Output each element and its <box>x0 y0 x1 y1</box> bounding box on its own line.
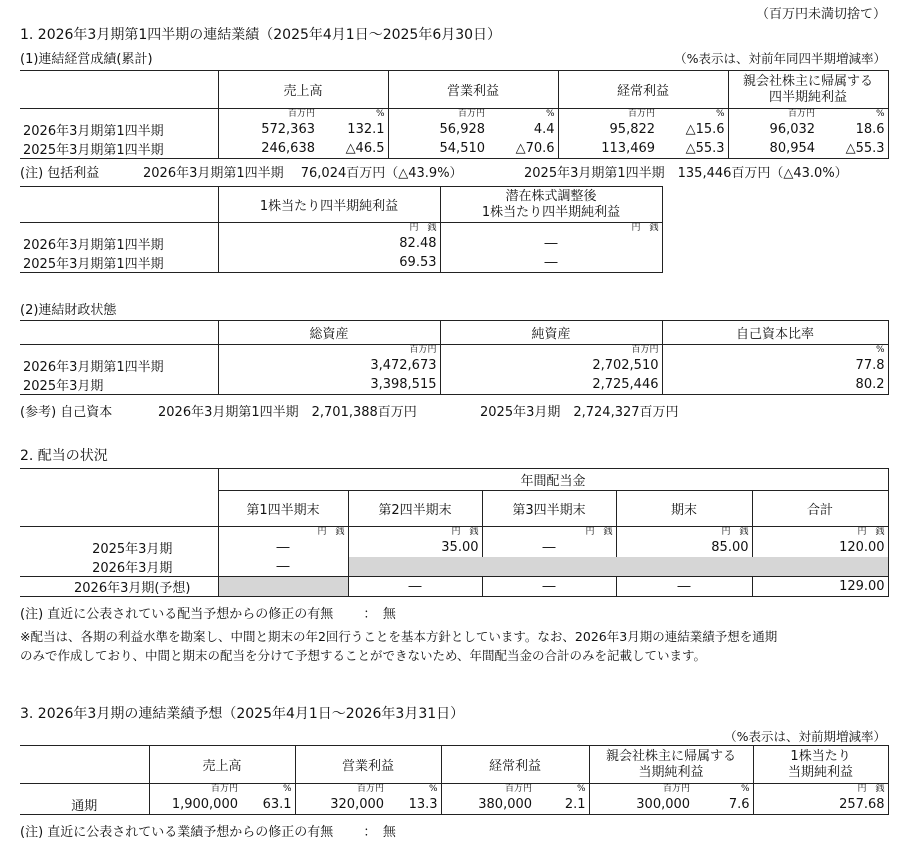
results-header-sales: 売上高 <box>218 71 388 109</box>
comprehensive-current: 2026年3月期第1四半期 76,024百万円（△43.9%） <box>143 166 463 181</box>
unit-note: （百万円未満切捨て） <box>755 7 886 22</box>
results-header-ord: 経常利益 <box>558 71 728 109</box>
table-row: 2025年3月期第1四半期 69.53 ― <box>20 253 662 273</box>
eps-header-basic: 1株当たり四半期純利益 <box>218 187 440 223</box>
section3-title: 3. 2026年3月期の連結業績予想（2025年4月1日～2026年3月31日） <box>20 706 465 722</box>
dividend-group-header: 年間配当金 <box>218 469 888 491</box>
section2-title: 2. 配当の状況 <box>20 448 108 464</box>
table-row: 2026年3月期第1四半期 572,363 132.1 56,928 4.4 95,822 △15.6 96,032 18.6 <box>20 120 888 139</box>
table-row: 2025年3月期 ― 35.00 ― 85.00 120.00 <box>20 538 888 557</box>
dividend-policy-line1: ※配当は、各期の利益水準を勘案し、中間と期末の年2回行うことを基本方針としています。なお、2026年3月期の連結業績予想を通期 <box>20 629 778 644</box>
table-row: 2026年3月期(予想) ― ― ― 129.00 <box>20 576 888 596</box>
dividend-table: 年間配当金 第1四半期末 第2四半期末 第3四半期末 期末 合計 円 銭 円 銭 円 銭 円 銭 円 銭 2025年3月期 ― 35.00 ― 85.00 120.00 2026年3月期 ― 2026年3月期(予想) ― ― ― 129.00 <box>20 468 889 597</box>
equity-ref-prior: 2025年3月期 2,724,327百万円 <box>480 405 679 420</box>
pct-note: （%表示は、対前年同四半期増減率） <box>674 51 886 66</box>
section1-title: 1. 2026年3月期第1四半期の連結業績（2025年4月1日～2025年6月30日） <box>20 27 502 43</box>
comprehensive-prior: 2025年3月期第1四半期 135,446百万円（△43.0%） <box>524 166 848 181</box>
table-row: 2025年3月期 3,398,515 2,725,446 80.2 <box>20 375 888 395</box>
table-row: 2025年3月期第1四半期 246,638 △46.5 54,510 △70.6 113,469 △55.3 80,954 △55.3 <box>20 139 888 159</box>
eps-table: 1株当たり四半期純利益 潜在株式調整後 1株当たり四半期純利益 円 銭 円 銭 2026年3月期第1四半期 82.48 ― 2025年3月期第1四半期 69.53 ― <box>20 186 663 273</box>
equity-ref-current: 2026年3月期第1四半期 2,701,388百万円 <box>158 405 417 420</box>
dividend-note: (注) 直近に公表されている配当予想からの修正の有無 ： 無 <box>20 607 396 622</box>
table-row: 2026年3月期第1四半期 3,472,673 2,702,510 77.8 <box>20 356 888 375</box>
forecast-note: (注) 直近に公表されている業績予想からの修正の有無 ： 無 <box>20 825 396 840</box>
dividend-policy-line2: のみで作成しており、中間と期末の配当を分けて予想することができないため、年間配当金の合計のみを記載しています。 <box>20 648 707 663</box>
eps-header-diluted: 潜在株式調整後 1株当たり四半期純利益 <box>440 187 662 223</box>
results-corner <box>20 71 218 109</box>
forecast-pct-note: （%表示は、対前期増減率） <box>724 729 886 744</box>
table-row: 2026年3月期 ― <box>20 557 888 577</box>
financial-table: 総資産 純資産 自己資本比率 百万円 百万円 % 2026年3月期第1四半期 3,472,673 2,702,510 77.8 2025年3月期 3,398,515 2,725,446 80.2 <box>20 320 889 395</box>
results-header-net: 親会社株主に帰属する 四半期純利益 <box>728 71 888 109</box>
financial-subtitle: (2)連結財政状態 <box>20 303 117 318</box>
results-subtitle: (1)連結経営成績(累計) <box>20 52 153 67</box>
comprehensive-label: (注) 包括利益 <box>20 166 100 181</box>
table-row: 2026年3月期第1四半期 82.48 ― <box>20 234 662 253</box>
results-header-op: 営業利益 <box>388 71 558 109</box>
results-table: 売上高 営業利益 経常利益 親会社株主に帰属する 四半期純利益 百万円 % 百万円 % 百万円 % 百万円 % 2026年3月期第1四半期 572,363 132.1 56,928 4.4 95,822 △15.6 96,032 18.6 2025年3月期第1四半期 246,638 △46.5 54,510 △70.6 113,469 △55.3 80,954 △55.3 <box>20 70 889 159</box>
equity-ref-label: (参考) 自己資本 <box>20 405 113 420</box>
forecast-table: 売上高 営業利益 経常利益 親会社株主に帰属する 当期純利益 1株当たり 当期純利益 百万円 % 百万円 % 百万円 % 百万円 % 円 銭 通期 1,900,000 63.1 320,000 13.3 380,000 2.1 300,000 7.6 257.68 <box>20 745 889 815</box>
table-row: 通期 1,900,000 63.1 320,000 13.3 380,000 2.1 300,000 7.6 257.68 <box>20 795 888 815</box>
